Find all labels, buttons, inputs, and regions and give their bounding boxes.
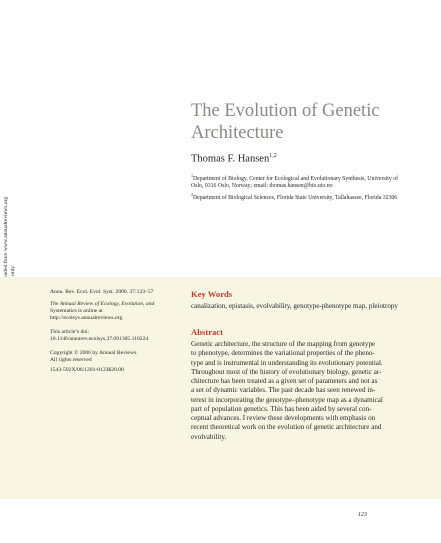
citation-text: Annu. Rev. Ecol. Evol. Syst. 2006. 37:123–57 — [50, 289, 154, 295]
copyright-info — [50, 350, 170, 364]
abstract-line: recent theoretical work on the evolution of genetic architecture and — [191, 423, 382, 432]
abstract-line: chitecture has been treated as a given set of parameters and not as — [191, 377, 378, 385]
doi-value: 10.1146/annurev.ecolsys.37.091305.110224 — [50, 336, 149, 342]
affiliation-1-mark: 1 — [191, 173, 193, 178]
page-number: 123 — [358, 512, 367, 518]
affiliation-2-mark: 2 — [191, 192, 193, 197]
article-title: The Evolution of Genetic Architecture — [191, 101, 380, 143]
copyright-line-1: Copyright © 2006 by Annual Reviews. — [50, 350, 138, 356]
abstract-line: terest in incorporating the genotype–phenotype map as a dynamical — [191, 395, 383, 404]
abstract-line: Genetic architecture, the structure of the mapping from genotype — [191, 340, 376, 348]
abstract-text — [191, 340, 423, 442]
abstract-line: type and is instrumental in understanding its evolutionary potential. — [191, 358, 383, 367]
affiliation-2 — [191, 191, 411, 202]
affiliation-1 — [191, 172, 411, 190]
online-info — [50, 301, 170, 322]
author-affiliation-marks: 1,2 — [269, 153, 277, 159]
citation-info — [50, 289, 170, 296]
abstract-line: ceptual advances. I review these developments with emphasis on — [191, 414, 376, 422]
keywords-heading: Key Words — [191, 289, 233, 299]
author-name — [191, 153, 277, 165]
keywords-text: canalization, epistasis, evolvability, genotype-phenotype map, pleiotropy — [191, 302, 398, 310]
affiliation-2-text: Department of Biological Sciences, Florida State University, Tallahassee, Florida 32306 — [193, 194, 398, 201]
abstract-line: part of population genetics. This has been aided by several con- — [191, 404, 372, 413]
online-line-2: Systematics is online at — [50, 308, 103, 314]
abstract-line: a set of dynamic variables. The past decade has seen renewed in- — [191, 386, 376, 395]
abstract-line: evolvability. — [191, 432, 227, 441]
author-name-text: Thomas F. Hansen — [191, 153, 270, 165]
affiliation-1-text: Department of Biology, Center for Ecological and Evolutionary Synthesis, University of Oslo, 0316 Oslo, Norway; email: thomas.hansen@bio.uio.no — [191, 175, 399, 189]
abstract-line: Throughout most of the history of evolutionary biology, genetic ar- — [191, 367, 382, 376]
online-line-1: The Annual Review of Ecology, Evolution, and — [50, 301, 155, 307]
copyright-line-2: All rights reserved — [50, 357, 92, 363]
issn-text: 1543-592X/06/1201-0123$20.00 — [50, 367, 124, 373]
doi-info — [50, 329, 170, 343]
abstract-line: to phenotype, determines the variational properties of the pheno- — [191, 349, 375, 358]
doi-label: This article’s doi: — [50, 329, 90, 335]
abstract-heading: Abstract — [191, 327, 223, 337]
online-url: http://ecolsys.annualreviews.org — [50, 315, 123, 321]
issn-info — [50, 367, 170, 374]
